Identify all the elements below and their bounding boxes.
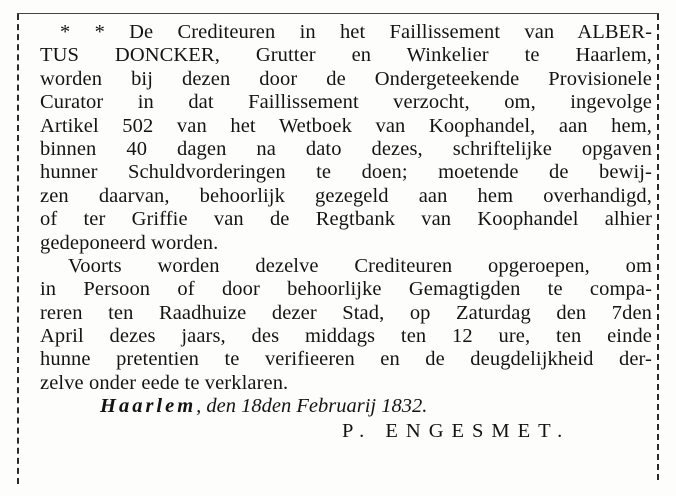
right-border-rule xyxy=(657,14,659,480)
notice-line-4: Curator in dat Faillissement verzocht, om, ingevolge xyxy=(40,91,652,114)
notice-line-9: of ter Griffie van de Regtbank van Koophandel alhier xyxy=(40,208,652,231)
place-name: Haarlem xyxy=(100,395,197,418)
notice-line-15: hunne pretentien te verifieeren en de deugdelijkheid der- xyxy=(40,348,652,371)
notice-line-2: TUS DONCKER, Grutter en Winkelier te Haarlem, xyxy=(40,44,652,67)
notice-line-12: in Persoon of door behoorlijke Gemagtigden te compa- xyxy=(40,278,652,301)
notice-line-1: * * De Crediteuren in het Faillissement van ALBER- xyxy=(60,21,652,43)
creditor-notice xyxy=(40,21,652,443)
left-border-rule xyxy=(17,14,19,484)
notice-line-13: reren ten Raadhuize dezer Stad, op Zaturdag den 7den xyxy=(40,301,652,324)
notice-line-16: zelve onder eede te verklaren. xyxy=(40,371,289,394)
notice-line-5: Artikel 502 van het Wetboek van Koophandel, aan hem, xyxy=(40,114,652,137)
notice-line-11: Voorts worden dezelve Crediteuren opgeroepen, om xyxy=(68,254,652,277)
notice-line-8: zen daarvan, behoorlijk gezegeld aan hem overhandigd, xyxy=(40,184,652,207)
date-text: , den 18den Februarij 1832. xyxy=(196,395,428,418)
notice-line-3: worden bij dezen door de Ondergeteekende Provisionele xyxy=(40,67,652,90)
notice-line-6: binnen 40 dagen na dato dezes, schriftelijke opgaven xyxy=(40,137,652,160)
notice-line-10: gedeponeerd worden. xyxy=(40,231,219,254)
place-and-date xyxy=(40,395,652,418)
notice-line-7: hunner Schuldvorderingen te doen; moetende de bewij- xyxy=(40,161,652,184)
notice-line-14: April dezes jaars, des middags ten 12 ure, ten einde xyxy=(40,325,652,348)
top-border-rule xyxy=(17,13,659,14)
signature: P. ENGESMET. xyxy=(342,419,571,442)
